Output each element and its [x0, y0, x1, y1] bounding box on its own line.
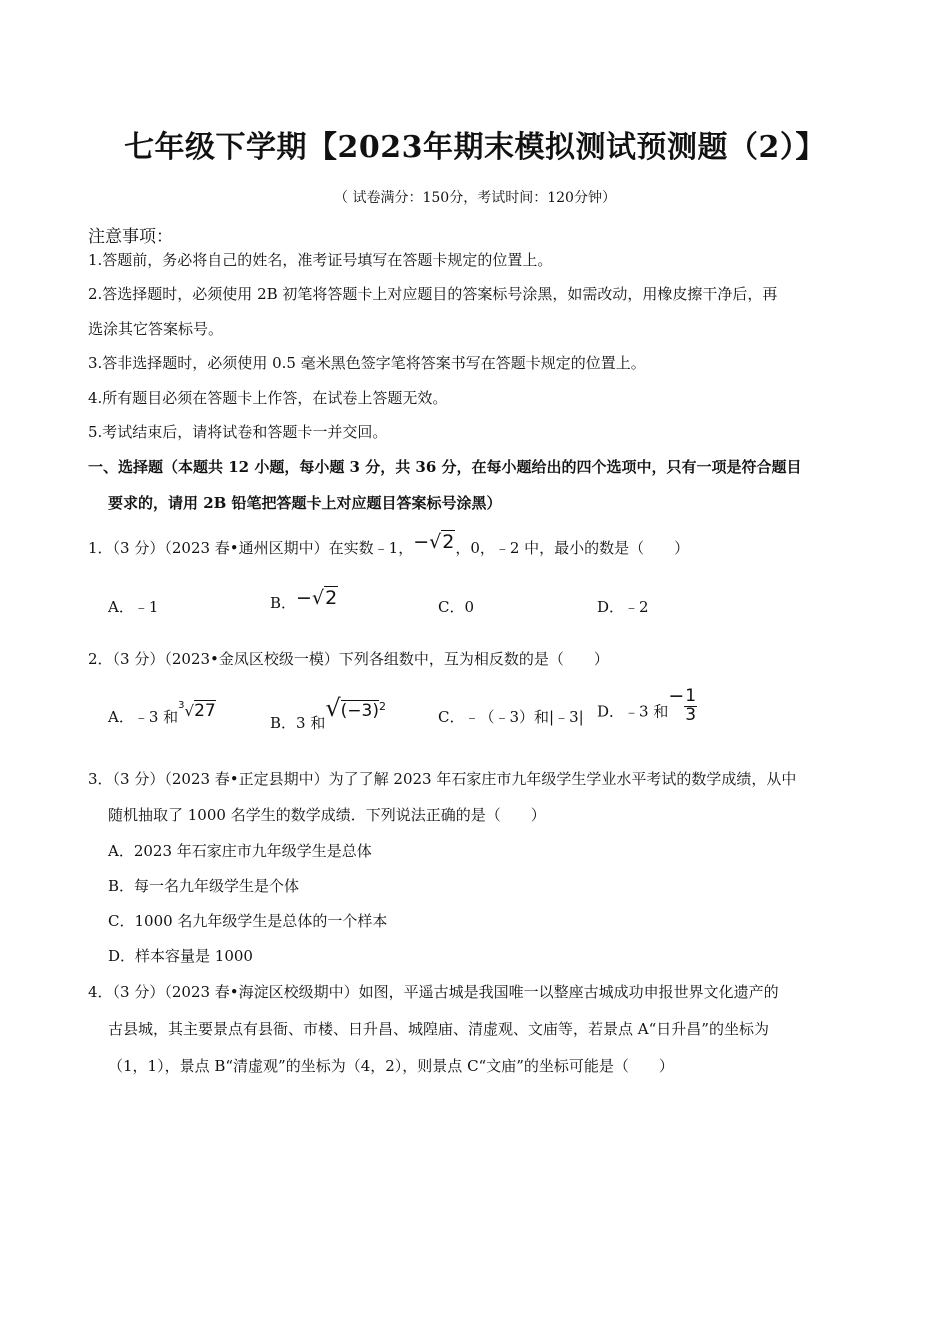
exam-info: （ 试卷满分：150分，考试时间：120分钟） — [334, 190, 616, 206]
radicand: (−3) — [340, 701, 379, 721]
question-text-cont: 随机抽取了 1000 名学生的数学成绩．下列说法正确的是（ ） — [108, 806, 546, 824]
option-a: A．﹣1 — [108, 598, 159, 616]
sqrt-expression: $√(-3)^2$ — [325, 694, 386, 722]
option-text: D．﹣3 和 — [597, 702, 669, 721]
notes-heading: 注意事项： — [88, 227, 173, 247]
note-item: 2.答选择题时，必须使用 2B 初笔将答题卡上对应题目的答案标号涂黑，如需改动，用橡皮擦干净后，再 — [88, 285, 778, 303]
radicand: 27 — [194, 701, 216, 721]
fraction — [684, 688, 697, 725]
question-text: ，0，﹣2 中，最小的数是（ ） — [455, 539, 690, 557]
question-number: 3． — [88, 770, 113, 788]
option-c: C．1000 名九年级学生是总体的一个样本 — [108, 912, 388, 930]
option-text: B．3 和 — [270, 714, 326, 732]
question-2 — [88, 648, 609, 669]
option-c: C．0 — [438, 598, 475, 616]
radicand: 2 — [325, 587, 338, 609]
option-b — [270, 587, 338, 613]
question-text-cont: （1，1），景点 B“清虚观”的坐标为（4，2），则景点 C“文庙”的坐标可能是（ ） — [108, 1057, 674, 1075]
note-item: 5.考试结束后，请将试卷和答题卡一并交回。 — [88, 423, 388, 441]
math-expression — [413, 531, 455, 553]
radicand: 2 — [442, 531, 455, 553]
numerator: 1 — [685, 686, 697, 706]
sqrt-radical: √2 — [429, 531, 455, 553]
option-a — [108, 700, 216, 727]
note-item: 4.所有题目必须在答题卡上作答，在试卷上答题无效。 — [88, 389, 448, 407]
minus-sign: − — [296, 587, 312, 609]
option-a: A．2023 年石家庄市九年级学生是总体 — [108, 842, 372, 860]
denominator: 3 — [685, 704, 697, 725]
option-label: B． — [270, 594, 297, 612]
cube-root: $^3$√27 — [178, 700, 216, 721]
question-1 — [88, 531, 690, 558]
math-expression — [296, 587, 338, 609]
note-item: 3.答非选择题时，必须使用 0.5 毫米黑色签字笔将答案书写在答题卡规定的位置上。 — [88, 354, 646, 372]
option-text: A．﹣3 和 — [108, 708, 179, 726]
question-text: （3 分）（2023 春•通州区期中）在实数﹣1， — [112, 539, 414, 557]
question-text: （3 分）（2023 春•正定县期中）为了了解 2023 年石家庄市九年级学生学业水平考试的数学成绩，从中 — [112, 770, 797, 788]
note-item: 1.答题前，务必将自己的姓名，准考证号填写在答题卡规定的位置上。 — [88, 251, 553, 269]
question-text: （3 分）（2023•金凤区校级一模）下列各组数中，互为相反数的是（ ） — [112, 650, 609, 668]
option-c: C．﹣（﹣3）和|﹣3| — [438, 708, 584, 726]
question-text-cont: 古县城，其主要景点有县衙、市楼、日升昌、城隍庙、清虚观、文庙等，若景点 A“日升昌”的坐标为 — [108, 1020, 769, 1038]
exponent: 2 — [378, 700, 386, 713]
option-b: B．每一名九年级学生是个体 — [108, 877, 300, 895]
page-title: 七年级下学期【2023年期末模拟测试预测题（2）】 — [124, 130, 826, 165]
section-heading: 一、选择题（本题共 12 小题，每小题 3 分，共 36 分，在每小题给出的四个选项中，只有一项是符合题目 — [88, 458, 802, 476]
option-d: D．﹣2 — [597, 598, 649, 616]
option-d: D．样本容量是 1000 — [108, 947, 253, 965]
note-item: 选涂其它答案标号。 — [88, 320, 224, 338]
option-d — [597, 685, 697, 731]
section-heading-cont: 要求的，请用 2B 铅笔把答题卡上对应题目答案标号涂黑） — [108, 494, 502, 512]
question-number: 1． — [88, 539, 113, 557]
question-4 — [88, 981, 779, 1002]
question-3 — [88, 768, 796, 789]
question-text: （3 分）（2023 春•海淀区校级期中）如图，平遥古城是我国唯一以整座古城成功申报世界文化遗产的 — [112, 983, 779, 1001]
sqrt-radical: √2 — [311, 587, 338, 609]
option-b — [270, 694, 386, 734]
minus-sign: − — [668, 685, 685, 708]
question-number: 2． — [88, 650, 113, 668]
question-number: 4． — [88, 983, 113, 1001]
root-index: 3 — [178, 700, 185, 711]
minus-sign: − — [413, 531, 430, 553]
